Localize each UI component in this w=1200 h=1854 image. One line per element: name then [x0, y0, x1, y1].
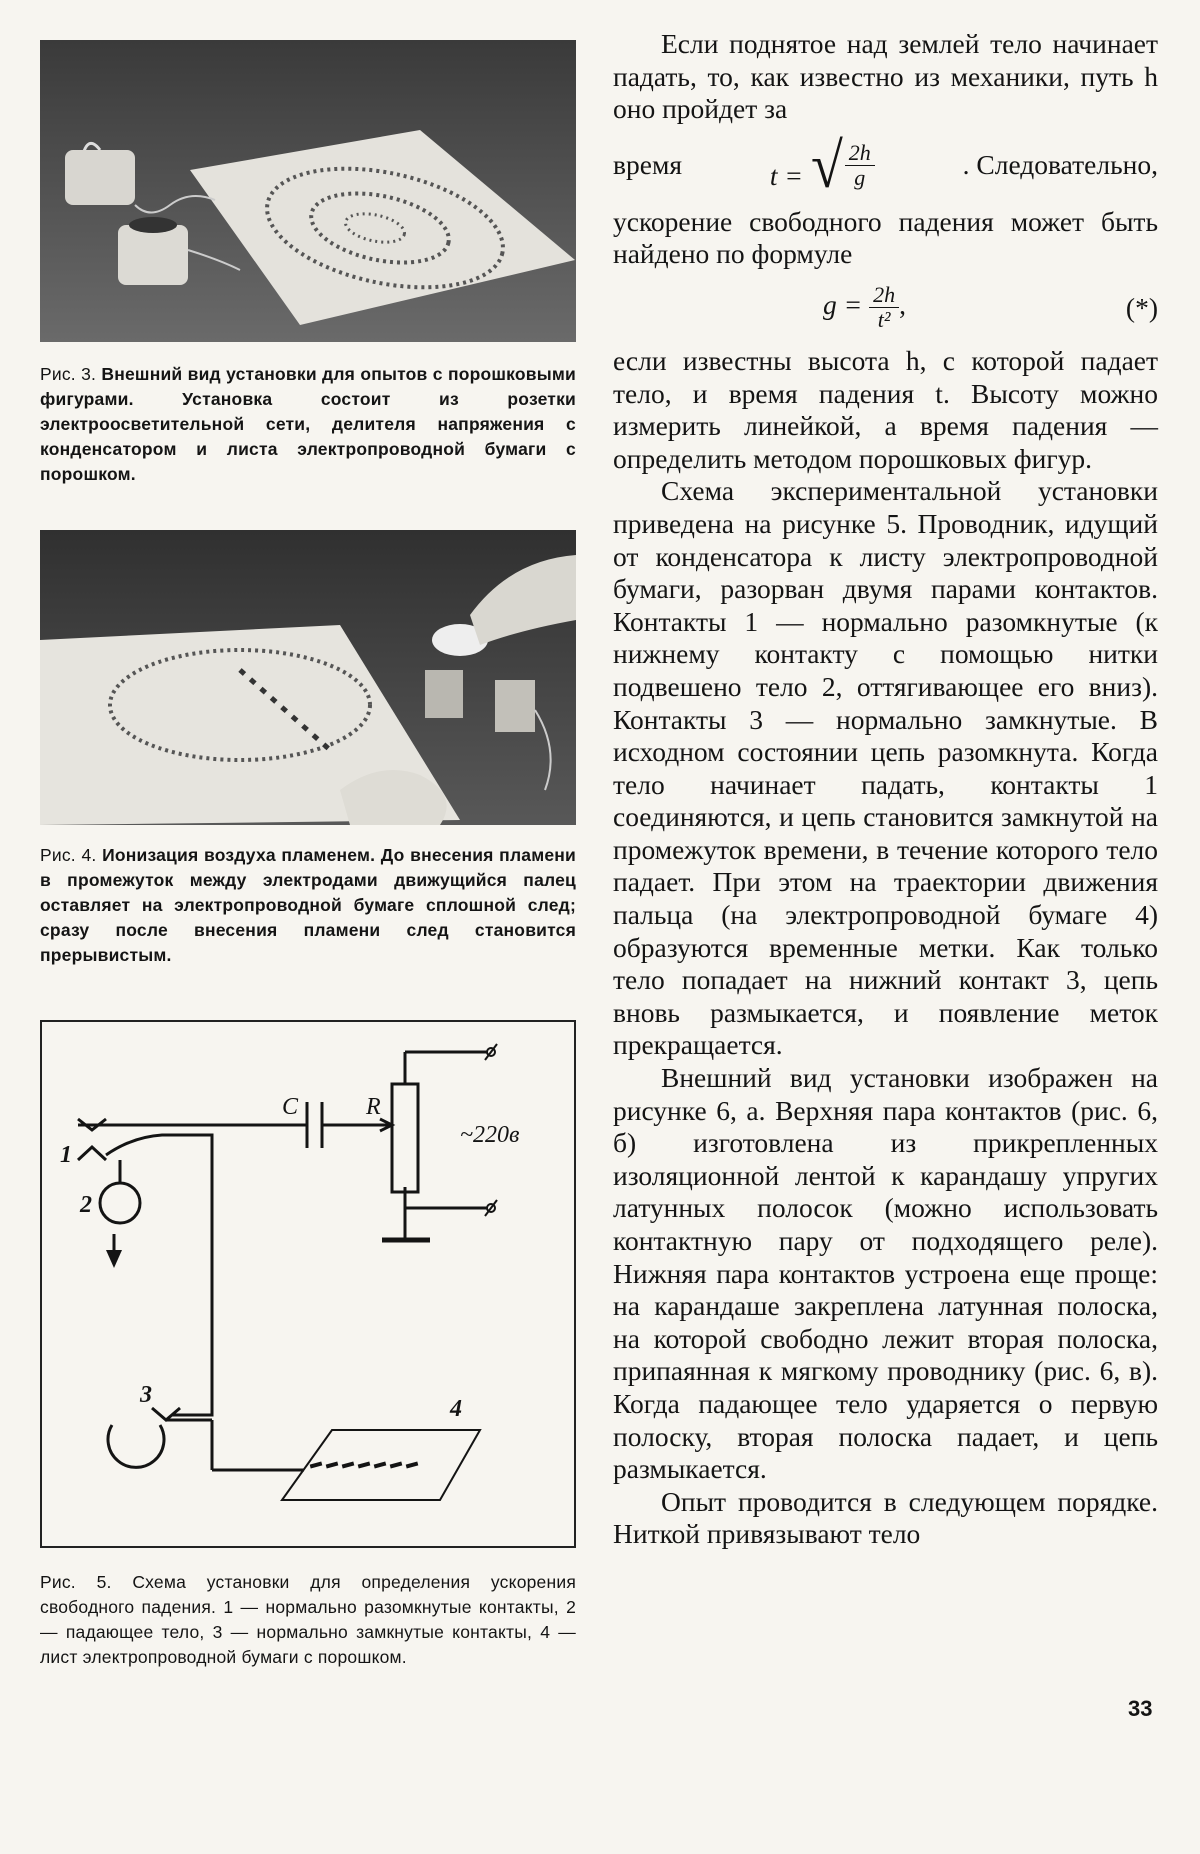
- figure-3-label: Рис. 3.: [40, 364, 97, 384]
- time-formula: [769, 129, 875, 201]
- paragraph-4-text: Внешний вид установки изображен на рисунке 6, а. Верхняя пара контактов (рис. 6, б) изготовлена из прикрепленных изоляционной лентой к карандашу упругих латунных полосок (можно использовать контактную пару от подходящего реле). Нижняя пара контактов устроена еще проще: на карандаше закреплена латунная полоска, на которой свободно лежит вторая полоска, припаянная к мягкому проводнику (рис. 6, в). Когда падающее тело ударяется о первую полоску, вторая полоска падает, и цепь размыкается.: [613, 1062, 1158, 1485]
- time-formula-lhs: t =: [769, 159, 803, 191]
- paragraph-4: [613, 1062, 1158, 1486]
- time-formula-line: [613, 126, 1158, 206]
- figure-3-caption-text: Внешний вид установки для опытов с порошковыми фигурами. Установка состоит из розетки электроосветительной сети, делителя напряжения с конденсатором и листа электропроводной бумаги с порошком.: [40, 364, 576, 484]
- paragraph-2: [613, 345, 1158, 475]
- formula-lhs: g =: [823, 289, 863, 321]
- sqrt-numerator: 2h: [845, 141, 875, 166]
- paragraph-3-text: Схема экспериментальной установки приведена на рисунке 5. Проводник, идущий от конденсатора к листу электропроводной бумаги, разорван двумя парами контактов. Контакты 1 — нормально разомкнутые (к нижнему контакту с помощью нитки подвешено тело 2, оттягивающее его вниз). Контакты 3 — нормально замкнутые. В исходном состоянии цепь разомкнута. Когда тело начинает падать, контакты 1 соединяются, и цепь становится замкнутой на промежуток времени, в течение которого тело падает. При этом на траектории движения пальца (на электропроводной бумаге 4) образуются временные метки. Как только тело попадает на нижний контакт 3, цепь вновь размыкается, и появление меток прекращается.: [613, 475, 1158, 1061]
- figure-5-caption-text: Схема установки для определения ускорения свободного падения. 1 — нормально разомкнутые контакты, 2 — падающее тело, 3 — нормально замкнутые контакты, 4 — лист электропроводной бумаги с порошком.: [40, 1572, 577, 1667]
- paragraph-3: [613, 475, 1158, 1062]
- word-therefore: . Следовательно,: [962, 149, 1158, 181]
- figure-3-caption: [40, 362, 576, 487]
- falling-body-2: [100, 1183, 140, 1223]
- main-text-column: [613, 28, 1158, 1551]
- figure-3-photo: [40, 40, 576, 342]
- figure-5-label: Рис. 5.: [40, 1572, 112, 1592]
- resistor-label: R: [366, 1094, 381, 1120]
- word-time: время: [613, 149, 682, 181]
- socket-box: [65, 150, 135, 205]
- paragraph-1-continuation-text: ускорение свободного падения может быть найдено по формуле: [613, 205, 1158, 270]
- sqrt-denominator: g: [854, 165, 866, 191]
- formula-denominator: t²: [877, 307, 891, 333]
- paragraph-1: [613, 28, 1158, 126]
- setup-photo-illustration: [40, 40, 576, 342]
- circuit-schematic: [42, 1022, 574, 1546]
- paragraph-2-text: если известны высота h, с которой падает тело, и время падения t. Высоту можно измерить линейкой, а время падения — определить методом порошковых фигур.: [613, 344, 1158, 474]
- sqrt-symbol: √: [810, 129, 843, 201]
- capacitor-label: C: [282, 1094, 299, 1120]
- voltage-divider-box: [118, 225, 188, 285]
- time-marks: [310, 1462, 419, 1469]
- figure-4-label: Рис. 4.: [40, 845, 97, 865]
- formula-comma: ,: [899, 289, 906, 321]
- paragraph-1-text: Если поднятое над землей тело начинает падать, то, как известно из механики, путь h оно пройдет за: [613, 28, 1158, 125]
- label-4: 4: [450, 1396, 462, 1422]
- figure-5-circuit-diagram: [40, 1020, 576, 1548]
- acceleration-formula: [613, 271, 1158, 345]
- paragraph-5: [613, 1486, 1158, 1551]
- figure-4-photo: [40, 530, 576, 825]
- figure-4-caption: [40, 843, 576, 968]
- resistor-potentiometer: [392, 1084, 418, 1192]
- figure-5-caption: [40, 1570, 576, 1670]
- page-number: 33: [1128, 1696, 1153, 1721]
- flame-photo-illustration: [40, 530, 576, 825]
- paragraph-5-text: Опыт проводится в следующем порядке. Ниткой привязывают тело: [613, 1485, 1158, 1550]
- label-1: 1: [60, 1142, 72, 1168]
- paragraph-1-continuation: [613, 206, 1158, 271]
- figure-4-caption-text: Ионизация воздуха пламенем. До внесения пламени в промежуток между электродами движущийся палец оставляет на электропроводной бумаге сплошной след; сразу после внесения пламени след становится прерывистым.: [40, 845, 577, 965]
- contact-3-cup: [108, 1425, 164, 1467]
- voltage-label: ~220в: [460, 1122, 520, 1148]
- label-3: 3: [140, 1382, 152, 1408]
- down-arrow-icon: [106, 1234, 122, 1268]
- label-2: 2: [80, 1192, 92, 1218]
- equation-marker: (*): [1125, 291, 1158, 323]
- formula-numerator: 2h: [869, 283, 899, 308]
